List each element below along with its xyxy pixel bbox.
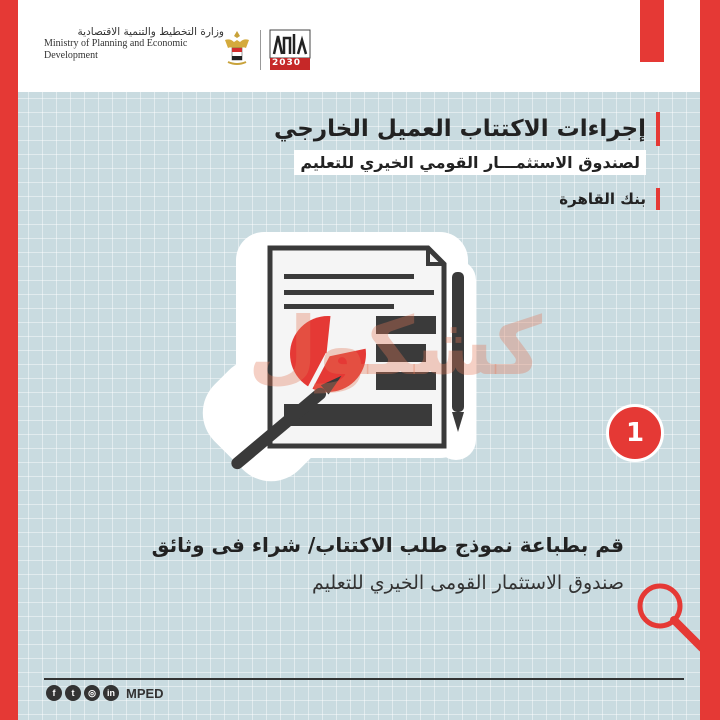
- brand-handle: MPED: [126, 685, 164, 701]
- page-subtitle: [274, 150, 660, 176]
- instagram-icon[interactable]: ◎: [84, 685, 100, 701]
- vision-year: 2030: [272, 58, 302, 68]
- magnifier-icon: [630, 576, 710, 656]
- logo-divider: [260, 30, 261, 70]
- step-number-badge: 1: [606, 404, 664, 462]
- top-red-tab: [640, 0, 664, 62]
- eagle-emblem-icon: [222, 28, 252, 68]
- social-links: [46, 685, 164, 701]
- footer-divider: [44, 678, 684, 680]
- linkedin-icon[interactable]: in: [103, 685, 119, 701]
- left-red-bar: [0, 0, 18, 720]
- ministry-name-en-line1: Ministry of Planning and Economic: [44, 38, 188, 49]
- page-subtitle-text: لصندوق الاستثمـــار القومي الخيري للتعليم: [294, 150, 646, 175]
- step-description-line1: قم بطباعة نموذج طلب الاكتتاب/ شراء فى وثائق: [151, 533, 624, 557]
- title-block: [274, 112, 660, 210]
- twitter-icon[interactable]: t: [65, 685, 81, 701]
- step-description-line2: صندوق الاستثمار القومى الخيري للتعليم: [312, 572, 624, 594]
- ministry-logo: [44, 26, 224, 62]
- ministry-name-ar: وزارة التخطيط والتنمية الاقتصادية: [77, 26, 224, 38]
- bank-name: بنك القاهرة: [274, 188, 660, 210]
- ministry-name-en-line2: Development: [44, 50, 98, 61]
- step-description: [152, 530, 624, 598]
- facebook-icon[interactable]: f: [46, 685, 62, 701]
- watermark-text: كشكول: [248, 300, 543, 393]
- page-title: إجراءات الاكتتاب العميل الخارجي: [274, 112, 660, 146]
